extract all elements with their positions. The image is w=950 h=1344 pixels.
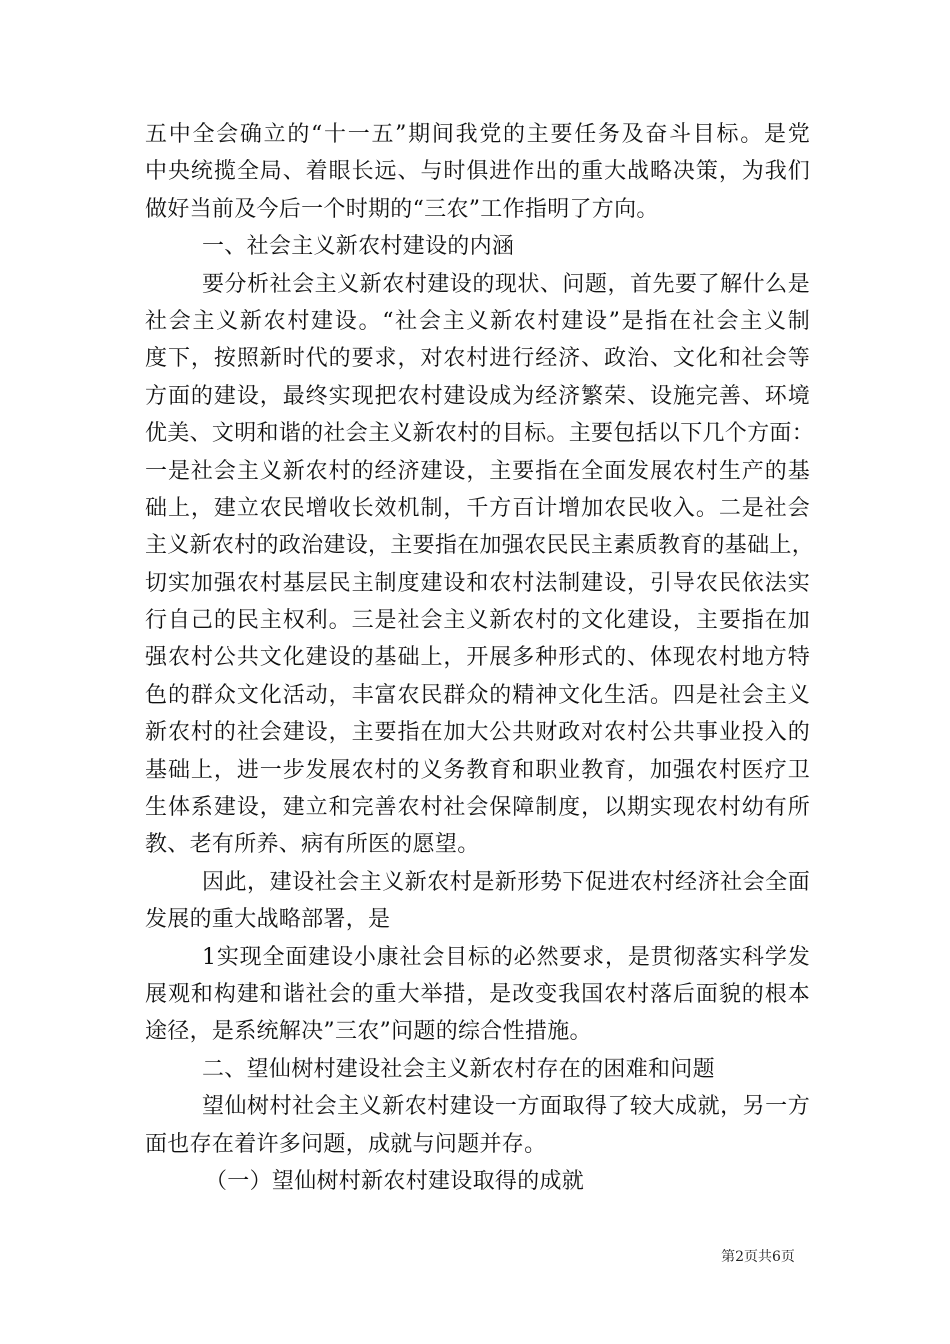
page-number: 第2页共6页 bbox=[721, 1249, 795, 1265]
body-line: 行自己的民主权利。三是社会主义新农村的文化建设，主要指在加 bbox=[145, 608, 810, 634]
body-line: 强农村公共文化建设的基础上，开展多种形式的、体现农村地方特 bbox=[145, 645, 810, 671]
body-line: 主义新农村的政治建设，主要指在加强农民民主素质教育的基础上， bbox=[145, 533, 815, 559]
body-line: 基础上，进一步发展农村的义务教育和职业教育，加强农村医疗卫 bbox=[145, 757, 810, 783]
page-footer bbox=[0, 1246, 950, 1266]
body-line: 础上，建立农民增收长效机制，千方百计增加农民收入。二是社会 bbox=[145, 495, 810, 521]
subsection-heading: （一）望仙树村新农村建设取得的成就 bbox=[205, 1168, 585, 1194]
body-line: 中央统揽全局、着眼长远、与时俱进作出的重大战略决策，为我们 bbox=[145, 159, 810, 185]
body-line: 切实加强农村基层民主制度建设和农村法制建设，引导农民依法实 bbox=[145, 570, 810, 596]
body-line: 新农村的社会建设，主要指在加大公共财政对农村公共事业投入的 bbox=[145, 720, 810, 746]
body-line: 因此，建设社会主义新农村是新形势下促进农村经济社会全面 bbox=[202, 869, 810, 895]
body-line: 面也存在着许多问题，成就与问题并存。 bbox=[145, 1131, 547, 1157]
body-line: 一是社会主义新农村的经济建设，主要指在全面发展农村生产的基 bbox=[145, 458, 810, 484]
body-line: 教、老有所养、病有所医的愿望。 bbox=[145, 832, 480, 858]
body-line: 方面的建设，最终实现把农村建设成为经济繁荣、设施完善、环境 bbox=[145, 383, 810, 409]
section-heading-1: 一、社会主义新农村建设的内涵 bbox=[202, 234, 515, 260]
document-body bbox=[145, 116, 815, 1200]
body-line: 生体系建设，建立和完善农村社会保障制度，以期实现农村幼有所 bbox=[145, 795, 810, 821]
section-heading-2: 二、望仙树村建设社会主义新农村存在的困难和问题 bbox=[202, 1056, 715, 1082]
body-line: 优美、文明和谐的社会主义新农村的目标。主要包括以下几个方面： bbox=[145, 421, 815, 447]
body-line: 度下，按照新时代的要求，对农村进行经济、政治、文化和社会等 bbox=[145, 346, 810, 372]
body-line: 途径，是系统解决”三农”问题的综合性措施。 bbox=[145, 1019, 592, 1045]
body-line: 做好当前及今后一个时期的“三农”工作指明了方向。 bbox=[145, 196, 659, 222]
body-line: 展观和构建和谐社会的重大举措，是改变我国农村落后面貌的根本 bbox=[145, 981, 810, 1007]
body-line: 五中全会确立的“十一五”期间我党的主要任务及奋斗目标。是党 bbox=[145, 122, 810, 147]
body-line: 色的群众文化活动，丰富农民群众的精神文化生活。四是社会主义 bbox=[145, 682, 810, 708]
body-line: 社会主义新农村建设。“社会主义新农村建设”是指在社会主义制 bbox=[145, 308, 810, 334]
body-line: 望仙树村社会主义新农村建设一方面取得了较大成就，另一方 bbox=[202, 1094, 810, 1120]
body-line: 1实现全面建设小康社会目标的必然要求，是贯彻落实科学发 bbox=[202, 944, 810, 970]
body-line: 要分析社会主义新农村建设的现状、问题，首先要了解什么是 bbox=[202, 271, 810, 297]
body-line: 发展的重大战略部署，是 bbox=[145, 907, 391, 933]
